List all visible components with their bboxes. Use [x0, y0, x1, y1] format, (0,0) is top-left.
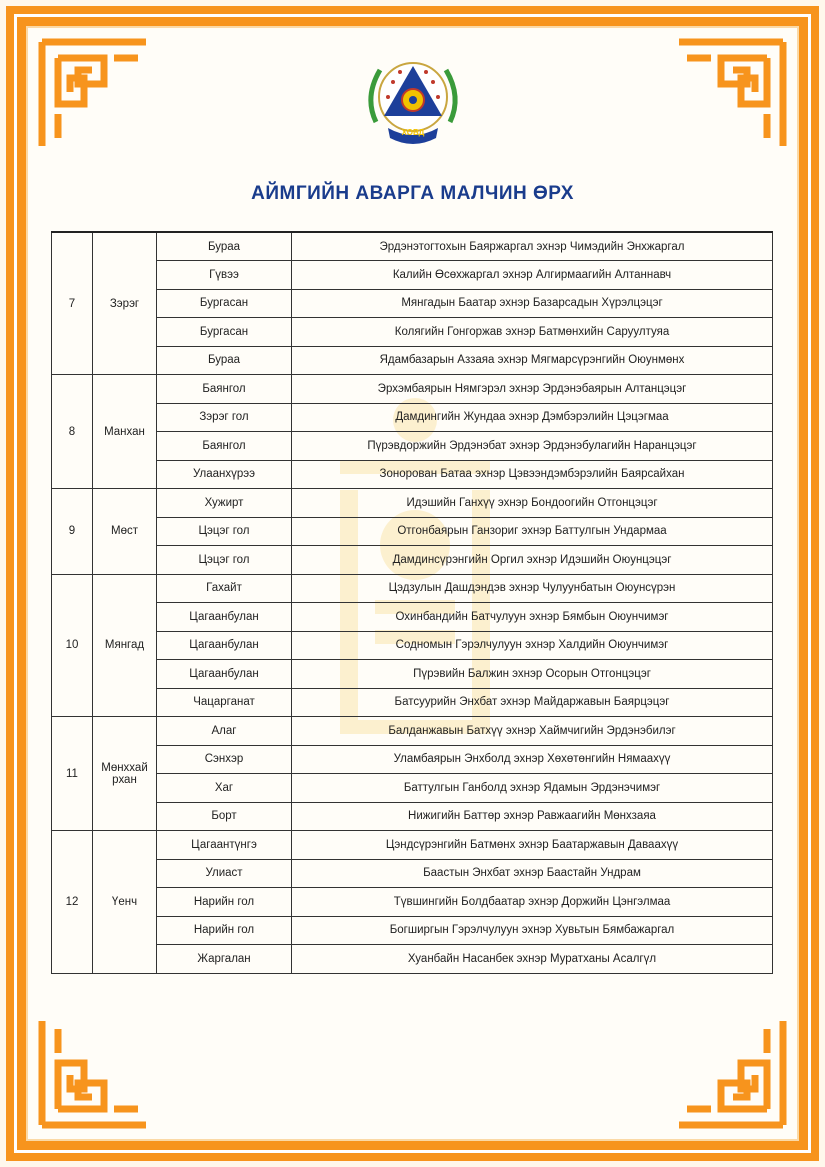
- table-row: [52, 745, 773, 774]
- row-number-cell: 9: [52, 489, 93, 575]
- table-row: [52, 888, 773, 917]
- household-names-cell: Пүрэвийн Балжин эхнэр Осорын Отгонцэцэг: [292, 660, 773, 689]
- household-names-cell: Эрхэмбаярын Нямгэрэл эхнэр Эрдэнэбаярын Алтанцэцэг: [292, 375, 773, 404]
- table-row: [52, 574, 773, 603]
- soum-name-cell: Мянгад: [93, 574, 157, 717]
- row-number-cell: 10: [52, 574, 93, 717]
- bag-name-cell: Гүвээ: [157, 261, 292, 290]
- household-names-cell: Балданжавын Батхүү эхнэр Хаймчигийн Эрдэнэбилэг: [292, 717, 773, 746]
- bag-name-cell: Алаг: [157, 717, 292, 746]
- household-names-cell: Ядамбазарын Аззаяа эхнэр Мягмарсүрэнгийн Оюунмөнх: [292, 346, 773, 375]
- bag-name-cell: Баянгол: [157, 375, 292, 404]
- bag-name-cell: Цагаанбулан: [157, 660, 292, 689]
- bag-name-cell: Бураа: [157, 232, 292, 261]
- household-names-cell: Хуанбайн Насанбек эхнэр Муратханы Асалгүл: [292, 945, 773, 974]
- bag-name-cell: Борт: [157, 802, 292, 831]
- bag-name-cell: Цэцэг гол: [157, 517, 292, 546]
- table-row: [52, 432, 773, 461]
- bag-name-cell: Гахайт: [157, 574, 292, 603]
- province-emblem-icon: [358, 52, 468, 152]
- bag-name-cell: Хужирт: [157, 489, 292, 518]
- table-row: [52, 916, 773, 945]
- row-number-cell: 12: [52, 831, 93, 974]
- table-row: [52, 403, 773, 432]
- household-names-cell: Дамдинсүрэнгийн Оргил эхнэр Идэшийн Оюунцэцэг: [292, 546, 773, 575]
- household-names-cell: Охинбандийн Батчулуун эхнэр Бямбын Оюунчимэг: [292, 603, 773, 632]
- bag-name-cell: Нарийн гол: [157, 916, 292, 945]
- table-row: [52, 318, 773, 347]
- bag-name-cell: Нарийн гол: [157, 888, 292, 917]
- bag-name-cell: Цэцэг гол: [157, 546, 292, 575]
- corner-ornament-bottom-left: [34, 1013, 154, 1133]
- table-row: [52, 346, 773, 375]
- table-row: [52, 945, 773, 974]
- household-names-cell: Содномын Гэрэлчулуун эхнэр Халдийн Оюунчимэг: [292, 631, 773, 660]
- corner-ornament-bottom-right: [671, 1013, 791, 1133]
- household-names-cell: Пүрэвдоржийн Эрдэнэбат эхнэр Эрдэнэбулагийн Наранцэцэг: [292, 432, 773, 461]
- soum-name-cell: Зэрэг: [93, 232, 157, 375]
- bag-name-cell: Улиаст: [157, 859, 292, 888]
- province-emblem: [358, 52, 468, 152]
- household-names-cell: Мянгадын Баатар эхнэр Базарсадын Хүрэлцэцэг: [292, 289, 773, 318]
- table-row: [52, 546, 773, 575]
- table-row: [52, 660, 773, 689]
- table-row: [52, 631, 773, 660]
- bag-name-cell: Бураа: [157, 346, 292, 375]
- table-row: [52, 688, 773, 717]
- household-names-cell: Богширгын Гэрэлчулуун эхнэр Хувьтын Бямбажаргал: [292, 916, 773, 945]
- table-row: [52, 517, 773, 546]
- table-row: [52, 603, 773, 632]
- household-names-cell: Калийн Өсөхжаргал эхнэр Алгирмаагийн Алтаннавч: [292, 261, 773, 290]
- soum-name-cell: Мөст: [93, 489, 157, 575]
- household-names-cell: Эрдэнэтогтохын Баяржаргал эхнэр Чимэдийн Энхжаргал: [292, 232, 773, 261]
- table-row: [52, 375, 773, 404]
- corner-ornament-top-left: [34, 34, 154, 154]
- soum-name-cell: Үенч: [93, 831, 157, 974]
- bag-name-cell: Цагаанбулан: [157, 603, 292, 632]
- household-names-cell: Цэдзулын Дашдэндэв эхнэр Чулуунбатын Оюунсүрэн: [292, 574, 773, 603]
- table-row: [52, 232, 773, 261]
- table-row: [52, 717, 773, 746]
- row-number-cell: 8: [52, 375, 93, 489]
- household-names-cell: Колягийн Гонгоржав эхнэр Батмөнхийн Саруултуяа: [292, 318, 773, 347]
- household-names-cell: Нижигийн Баттөр эхнэр Равжаагийн Мөнхзаяа: [292, 802, 773, 831]
- household-names-cell: Цэндсүрэнгийн Батмөнх эхнэр Баатаржавын Даваахүү: [292, 831, 773, 860]
- bag-name-cell: Бургасан: [157, 289, 292, 318]
- household-names-cell: Дамдингийн Жундаа эхнэр Дэмбэрэлийн Цэцэгмаа: [292, 403, 773, 432]
- soum-name-cell: Манхан: [93, 375, 157, 489]
- page-title: АЙМГИЙН АВАРГА МАЛЧИН ӨРХ: [251, 183, 574, 204]
- bag-name-cell: Сэнхэр: [157, 745, 292, 774]
- household-names-cell: Батсуурийн Энхбат эхнэр Майдаржавын Баярцэцэг: [292, 688, 773, 717]
- table-row: [52, 774, 773, 803]
- soum-name-cell: Мөнххай рхан: [93, 717, 157, 831]
- table-row: [52, 802, 773, 831]
- table-row: [52, 261, 773, 290]
- table-row: [52, 831, 773, 860]
- row-number-cell: 7: [52, 232, 93, 375]
- bag-name-cell: Чацарганат: [157, 688, 292, 717]
- household-names-cell: Баастын Энхбат эхнэр Баастайн Ундрам: [292, 859, 773, 888]
- table-row: [52, 859, 773, 888]
- row-number-cell: 11: [52, 717, 93, 831]
- table-row: [52, 460, 773, 489]
- bag-name-cell: Бургасан: [157, 318, 292, 347]
- table-row: [52, 489, 773, 518]
- bag-name-cell: Цагаантүнгэ: [157, 831, 292, 860]
- household-names-cell: Баттулгын Ганболд эхнэр Ядамын Эрдэнэчимэг: [292, 774, 773, 803]
- household-names-cell: Уламбаярын Энхболд эхнэр Хөхөтөнгийн Нямаахүү: [292, 745, 773, 774]
- household-names-cell: Идэшийн Ганхүү эхнэр Бондоогийн Отгонцэцэг: [292, 489, 773, 518]
- corner-ornament-top-right: [671, 34, 791, 154]
- bag-name-cell: Жаргалан: [157, 945, 292, 974]
- bag-name-cell: Улаанхүрээ: [157, 460, 292, 489]
- bag-name-cell: Цагаанбулан: [157, 631, 292, 660]
- bag-name-cell: Хаг: [157, 774, 292, 803]
- bag-name-cell: Баянгол: [157, 432, 292, 461]
- household-names-cell: Түвшингийн Болдбаатар эхнэр Доржийн Цэнгэлмаа: [292, 888, 773, 917]
- herders-table: [51, 231, 773, 974]
- table-row: [52, 289, 773, 318]
- household-names-cell: Зонорован Батаа эхнэр Цэвээндэмбэрэлийн Баярсайхан: [292, 460, 773, 489]
- emblem-ribbon-text: ХОВД: [401, 128, 425, 137]
- bag-name-cell: Зэрэг гол: [157, 403, 292, 432]
- household-names-cell: Отгонбаярын Ганзориг эхнэр Баттулгын Ундармаа: [292, 517, 773, 546]
